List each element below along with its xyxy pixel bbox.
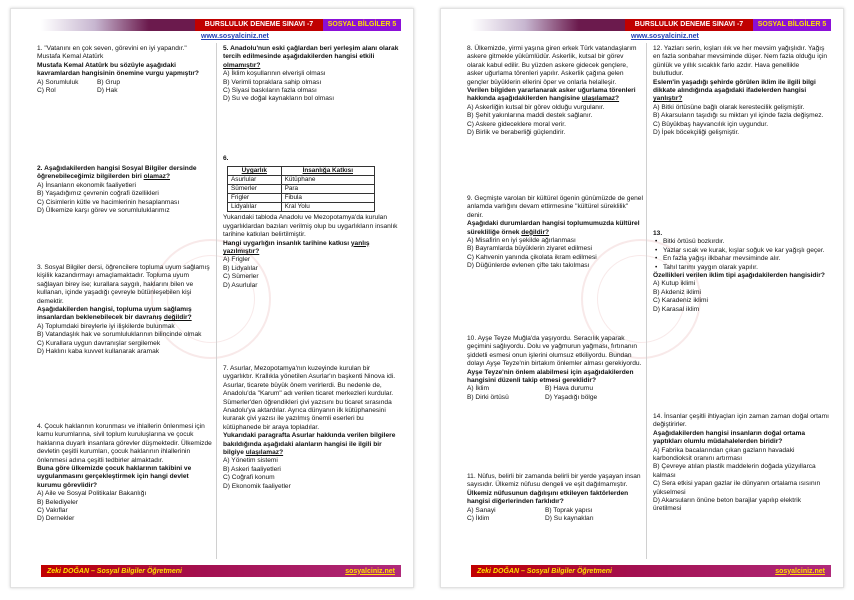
option-d[interactable]: D) Karasal iklim [653,305,700,313]
prompt-text: Eslem'in yaşadığı şehirde görülen iklim ile ilgili bilgi dikkate alındığında aşağıdaki ifadelerden hangisi [653,78,816,95]
question-stem: 7. Asurlar, Mezopotamya'nın kuzeyinde kurulan bir uygarlıktır. Krallıkla yönetilen Asurlar'ın başkenti Ninova idi. Asurlar, ticarete büyük önem verirlerdi. Bu nedenle de, Anadolu'da "Karum" adı verilen ticaret merkezleri kurdular. Sümerler'den öğrendikleri çivi yazısını bu ticaret sırasında Anadolu'ya aktardılar. Ayrıca dünyanın ilk kütüphanesini kurarak çivi yazısı ile yazılmış önemli eserleri bu kütüphanede bir araya topladılar. [223,365,396,431]
list-item: • Yazlar sıcak ve kurak, kışlar soğuk ve kar yağışlı geçer. [653,247,829,255]
question-stem: 8. Ülkemizde, yirmi yaşına giren erkek Türk vatandaşlarım askere gitmekle yükümlüdür. Askerlik, kutsal bir görev olarak kabul edilir. Bu yüzden askere gidecek gençlere, asker uğurlama törenleri yapılır. Askerlik çağına gelen gençler büyüklerin ellerini öper ve onlarla helalleşir. [467,45,637,86]
question-prompt [37,165,213,182]
option-d[interactable]: D) Birlik ve beraberliği güçlendirir. [467,129,566,137]
prompt-emphasis: ulaşılamaz? [581,95,620,103]
question-prompt: Özellikleri verilen iklim tipi aşağıdakilerden hangisidir? [653,272,825,280]
option-b[interactable]: B) Hava durumu [545,385,594,393]
option-d[interactable]: D) İpek böcekçiliği gelişmiştir. [653,129,740,137]
page-footer [471,565,831,577]
option-a[interactable]: A) Sorumluluk [37,78,79,86]
question-stem: 9. Geçmişte varolan bir kültürel ögenin günümüzde de genel anlamda varlığını devam ettirmesine "kültürel süreklilik" denir. [467,195,643,219]
table-cell: Frigler [228,194,282,203]
option-a[interactable]: A) Askerliğin kutsal bir görev olduğu vurgulanır. [467,103,605,111]
question-stem: 4. Çocuk haklarının korunması ve ihlallerin önlenmesi için kamu kurumlarına, sivil toplum kuruluşlarına ve çocuk haklarına duyarlı insanlara görevler düşmektedir. Ülkemizde devletin çeşitli kurumları, çocuk haklarının ihlallerinin önlenmesi adına çeşitli tedbirler almaktadır. [37,423,212,464]
column-right [653,45,829,559]
footer-author: Zeki DOĞAN – Sosyal Bilgiler Öğretmeni [47,567,182,575]
prompt-emphasis: değildir? [521,228,550,236]
website-link[interactable]: www.sosyalciniz.net [631,33,699,40]
question-stem: 1. "Vatanını en çok seven, görevini en iyi yapandır." [37,45,187,52]
option-c[interactable]: C) Kurallara uygun davranışlar sergilemek [37,339,161,347]
table-header: Uygarlık [228,167,282,176]
option-d[interactable]: D) Dernekler [37,515,75,523]
column-divider [216,43,217,559]
question-6 [223,155,399,290]
question-5 [223,45,399,104]
prompt-emphasis: ulaşılamaz? [245,449,284,457]
option-b[interactable]: B) Bayramlarda büyüklerin ziyaret edilmesi [467,245,592,253]
question-prompt: Mustafa Kemal Atatürk bu sözüyle aşağıdaki kavramlardan hangisinin önemine vurgu yapmıştır? [37,61,199,78]
question-prompt [223,45,399,70]
question-stem: Yukarıdaki tabloda Anadolu ve Mezopotamya'da kurulan uygarlıklardan bazıları verilmiş olup bu uygarlıkların insanlık tarihine katkıları belirtilmiştir. [223,214,398,239]
option-c[interactable]: C) Siyasi baskıların fazla olması [223,87,317,95]
option-c[interactable]: C) Karadeniz iklimi [653,297,708,305]
table-cell: Sümerler [228,185,282,194]
page-header [471,19,831,31]
page-header [41,19,401,31]
table-header: İnsanlığa Katkısı [281,167,374,176]
option-d[interactable]: D) Ekonomik faaliyetler [223,482,291,490]
question-stem: 3. Sosyal Bilgiler dersi, öğrencilere topluma uyum sağlamış kişilik kazandırmayı amaçlamaktadır. Topluma uyum sağlayan birey ise; kurallara saygılı, haklarını bilen ve kullanan, içinde yaşadığı çevreyle bütünleşebilen kişi demektir. [37,264,210,305]
question-9 [467,195,643,271]
page-left [10,8,414,588]
option-a[interactable]: A) Fabrika bacalarından çıkan gazların havadaki karbondioksit oranını artırması [653,446,795,463]
question-number: 6. [223,155,229,162]
header-gradient [471,19,625,31]
question-2 [37,165,213,215]
option-b[interactable]: B) Şehit yakınlarına maddi destek sağlanır. [467,112,593,120]
prompt-text: 2. Aşağıdakilerden hangisi Sosyal Bilgiler dersinde öğrenebileceğimiz bilgilerden biri [37,165,197,181]
list-item: • En fazla yağışı ilkbahar mevsiminde alır. [653,255,829,263]
footer-author: Zeki DOĞAN – Sosyal Bilgiler Öğretmeni [477,567,612,575]
option-d[interactable]: D) Ülkemize karşı görev ve sorumluluklarımız [37,207,170,215]
option-d[interactable]: D) Yaşadığı bölge [545,393,598,401]
option-a[interactable]: A) Sanayi [467,506,496,514]
question-3 [37,264,213,356]
table-cell: Asurlular [228,176,282,185]
question-14 [653,413,829,514]
question-stem: 14. İnsanlar çeşitli ihtiyaçları için zaman zaman doğal ortamı değiştirirler. [653,413,829,429]
column-divider [646,43,647,559]
question-prompt: Ayşe Teyze'nin önlem alabilmesi için aşağıdakilerden hangisini düzenli takip etmesi gereklidir? [467,368,634,385]
table-cell: Fibula [281,194,374,203]
option-d[interactable]: D) Haklını kaba kuvvet kullanarak aramak [37,348,160,356]
prompt-emphasis: değildir? [163,314,192,322]
footer-site-link[interactable]: sosyalciniz.net [345,567,395,575]
table-row [228,176,375,185]
question-prompt: Ülkemiz nüfusunun dağılışını etkileyen faktörlerden hangisi diğerlerinden farklıdır? [467,489,629,506]
option-a[interactable]: A) Aile ve Sosyal Politikalar Bakanlığı [37,490,147,498]
option-c[interactable]: C) Büyükbaş hayvancılık için uygundur. [653,120,769,128]
option-c[interactable]: C) İklim [467,515,490,523]
question-prompt [223,240,399,257]
prompt-text: 5. Anadolu'nun eski çağlardan beri yerleşim alanı olarak tercih edilmesinde aşağıdakilerden hangisi etkili [223,45,399,61]
footer-site-link[interactable]: sosyalciniz.net [775,567,825,575]
option-b[interactable]: B) Toprak yapısı [545,506,593,514]
option-c[interactable]: C) Vakıflar [37,507,68,515]
option-b[interactable]: B) Çevreye atılan plastik maddelerin doğada yüzyıllarca kalması [653,463,816,479]
option-a[interactable]: A) İklim koşullarının elverişli olması [223,70,326,78]
option-b[interactable]: B) Yaşadığımız çevrenin coğrafi özellikleri [37,190,159,198]
question-prompt: Aşağıdakilerden hangisi insanların doğal ortama yaptıkları olumlu müdahalelerden biridir? [653,429,806,446]
prompt-text: Yukarıdaki paragrafta Asurlar hakkında verilen bilgilere bakıldığında aşağıdaki alanların hangisi ile ilgili bir bilgiye [223,432,396,457]
option-a[interactable]: A) Yönetim sistemi [223,457,278,465]
question-1 [37,45,213,95]
question-7 [223,365,399,491]
exam-title: BURSLULUK DENEME SINAVI -7 [195,19,323,31]
header-gradient [41,19,195,31]
option-d[interactable]: D) Düğünlerde evlenen çifte takı takılması [467,262,590,270]
page-footer [41,565,401,577]
question-number: 13. [653,230,663,237]
table-cell: Kral Yolu [281,203,374,212]
option-d[interactable]: D) Su ve doğal kaynakların bol olması [223,95,335,103]
option-b[interactable]: B) Akdeniz iklimi [653,288,702,296]
question-11 [467,473,643,523]
option-a[interactable]: A) Kutup iklimi [653,280,696,288]
option-d[interactable]: D) Asurlular [223,281,258,289]
option-b[interactable]: B) Grup [97,78,121,86]
option-b[interactable]: B) Verimli topraklara sahip olması [223,78,322,86]
list-item: • Tahıl tarımı yaygın olarak yapılır. [653,264,829,272]
table-cell: Kütüphane [281,176,374,185]
exam-title: BURSLULUK DENEME SINAVI -7 [625,19,753,31]
question-12 [653,45,829,137]
question-8 [467,45,643,137]
table-header-row [228,167,375,176]
column-right [223,45,399,559]
question-10 [467,335,643,402]
prompt-text: Aşağıdakilerden hangisi, topluma uyum sağlamış insanlardan beklenebilecek bir davranış [37,306,192,322]
question-prompt [223,432,399,457]
table-cell: Lidyalılar [228,203,282,212]
option-c[interactable]: C) Askere gideceklere moral verir. [467,120,566,128]
website-link[interactable]: www.sosyalciniz.net [201,33,269,40]
prompt-text: Verilen bilgiden yararlanarak asker uğurlama törenleri hakkında aşağıdakilerden hangisine [467,87,636,103]
civilization-table [227,166,375,212]
question-13 [653,230,829,314]
option-c[interactable]: C) Rol [37,87,56,95]
prompt-text: Hangi uygarlığın insanlık tarihine katkısı [223,239,351,247]
option-c[interactable]: C) Cisimlerin kütle ve hacimlerinin hesaplanması [37,198,180,206]
option-c[interactable]: C) Sümerler [223,273,259,281]
option-b[interactable]: B) Lidyalılar [223,264,258,272]
question-prompt [37,306,213,323]
option-d[interactable]: D) Hak [97,87,118,95]
option-d[interactable]: D) Akarsuların önüne beton barajlar yapılıp elektrik üretilmesi [653,497,802,513]
option-a[interactable]: A) Bitki örtüsüne bağlı olarak kerestecilik gelişmiştir. [653,103,805,111]
prompt-emphasis: yanlıştır? [653,95,683,103]
quote-author: Mustafa Kemal Atatürk [37,53,104,61]
column-left [467,45,643,559]
option-c[interactable]: C) Coğrafi konum [223,474,275,482]
subject-title: SOSYAL BİLGİLER 5 [753,19,831,31]
option-c[interactable]: B) Dirki örtüsü [467,393,509,401]
prompt-emphasis: olmamıştır? [223,61,261,69]
option-a[interactable]: A) Toplumdaki bireylerle iyi ilişkilerde bulunmak [37,322,175,330]
option-b[interactable]: B) Askeri faaliyetleri [223,465,281,473]
option-b[interactable]: B) Akarsuların taşıdığı su miktarı yıl içinde fazla değişmez. [653,112,824,120]
column-left [37,45,213,559]
table-row [228,185,375,194]
table-cell: Para [281,185,374,194]
question-prompt [653,79,829,104]
option-d[interactable]: D) Su kaynakları [545,515,594,523]
prompt-emphasis: olamaz? [143,173,171,181]
prompt-text: Aşağıdaki durumlardan hangisi toplumumuzda kültürel sürekliliğe örnek [467,220,640,236]
question-stem: 11. Nüfus, belirli bir zamanda belirli bir yerde yaşayan insan sayısıdır. Ülkemiz nüfusu dengeli ve eşit dağılmamıştır. [467,473,641,489]
option-a[interactable]: A) Frigler [223,256,251,264]
option-b[interactable]: B) Vatandaşlık hak ve sorumluluklarının bilincinde olmak [37,331,202,339]
question-stem: 10. Ayşe Teyze Muğla'da yaşıyordu. Seracılık yaparak geçimini sağlıyordu. Dolu ve yağmurun yağması, fırtınanın şiddetli esmesi onun işlerini olumsuz etkiliyordu. Bundan dolayı Ayşe Teyze'nin birtakım önlemler alması gerekiyordu. [467,335,642,368]
table-row [228,194,375,203]
option-c[interactable]: C) Kahvenin yanında çikolata ikram edilmesi [467,253,597,261]
question-prompt: Buna göre ülkemizde çocuk haklarının takibini ve uygulanmasını gerçekleştirmek için hangi devlet kurumu görevlidir? [37,465,192,489]
option-a[interactable]: A) Misafirin en iyi şekilde ağırlanması [467,237,576,245]
option-a[interactable]: A) İklim [467,385,489,393]
list-item: • Bitki örtüsü bozkırdır. [653,238,829,246]
prompt-emphasis: yanlış yazılmıştır? [223,239,370,256]
option-c[interactable]: C) Sera etkisi yapan gazlar ile dünyanın ortalama ısısının yükselmesi [653,480,821,496]
option-b[interactable]: B) Belediyeler [37,498,79,506]
question-prompt [467,87,643,104]
page-right [440,8,844,588]
question-4 [37,423,213,524]
option-a[interactable]: A) İnsanların ekonomik faaliyetleri [37,181,136,189]
question-stem: 12. Yazları serin, kışları ılık ve her mevsim yağışlıdır. Yağış en fazla sonbahar mevsiminde düşer. Nem fazla olduğu için günlük ve yıllık sıcaklık farkı azdır. Hava genellikle bulutludur. [653,45,828,78]
subject-title: SOSYAL BİLGİLER 5 [323,19,401,31]
question-prompt [467,220,643,237]
climate-features-list [653,238,829,272]
table-row [228,203,375,212]
